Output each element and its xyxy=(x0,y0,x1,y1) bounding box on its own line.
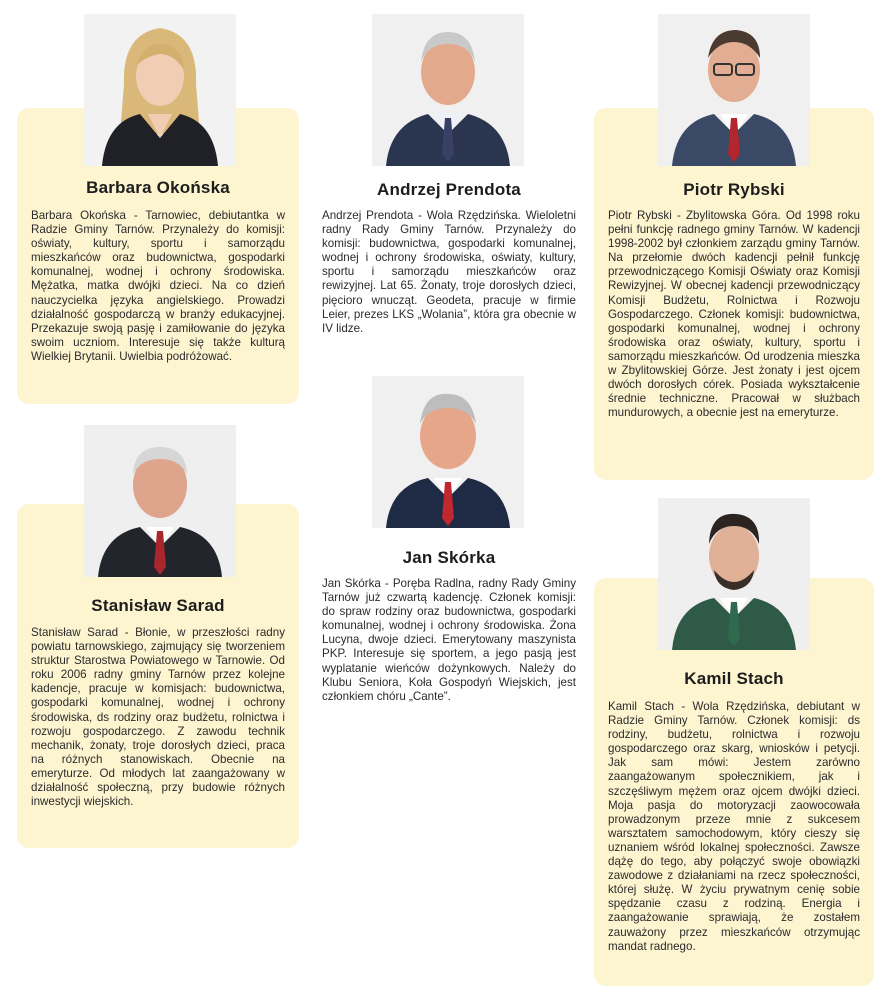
profile-bio: Barbara Okońska - Tarnowiec, debiutantka w Radzie Gminy Tarnów. Przynależy do komisji: oświaty, kultury, sportu i samorządu mieszkańców oraz budownictwa, gospodarki komunalnej, wodnej i ochrony środowiska. Mężatka, matka dwójki dzieci. Na co dzień nauczycielka języka angielskiego. Prowadzi działalność gospodarczą w branży edukacyjnej. Przekazuje swoją pasję i zamiłowanie do języka swoim uczniom. Interesuje się także kulturą Wielkiej Brytanii. Uwielbia podróżować. xyxy=(31,209,285,363)
profile-bio: Stanisław Sarad - Błonie, w przeszłości radny powiatu tarnowskiego, zajmujący się tworzeniem struktur Starostwa Powiatowego w Tarnowie. Od roku 2006 radny gminy Tarnów przez kolejne kadencje, pracuje w komisjach: budownictwa, gospodarki komunalnej, wodnej i ochrony środowiska, ds rodziny oraz budżetu, rolnictwa i rozwoju gospodarczego. Z zawodu technik mechanik, żonaty, troje dorosłych dzieci, praca na różnych stanowiskach. Obecnie na emeryturze. Od młodych lat zaangażowany w działalność społeczną, przy budowie różnych inwestycji wiejskich. xyxy=(31,626,285,809)
profile-bio: Jan Skórka - Poręba Radlna, radny Rady Gminy Tarnów już czwartą kadencję. Członek komisji: do spraw rodziny oraz budownictwa, gospodarki komunalnej, wodnej i ochrony środowiska. Żona Lucyna, dwoje dzieci. Emerytowany maszynista PKP. Interesuje się sportem, a jego pasją jest wyplatanie wieńców dożynkowych. Należy do Klubu Seniora, Koła Gospodyń Wiejskich, jest członkiem chóru „Cante”. xyxy=(322,577,576,703)
profile-name: Kamil Stach xyxy=(684,669,784,688)
profile-bio: Kamil Stach - Wola Rzędzińska, debiutant w Radzie Gminy Tarnów. Członek komisji: ds rodziny, budżetu, rolnictwa i rozwoju gospodarczego oraz skarg, wniosków i petycji. Jak sam mówi: Jestem zarówno zaangażowanym społecznikiem, jak i szczęśliwym mężem oraz ojcem dwójki dzieci. Moja pasja do motoryzacji zaowocowała prowadzonym przeze mnie z sukcesem warsztatem samochodowym, który cieszy się uznaniem wśród lokalnej społeczności. Zawsze dążę do tego, aby połączyć swoje obowiązki zawodowe z działaniami na rzecz społeczności, której służę. W życiu prywatnym cenię sobie spędzanie czasu z rodziną. Energia i zaangażowanie sprawiają, że zostałem zauważony przez mieszkańców otrzymując mandat radnego. xyxy=(608,700,860,953)
profile-name: Andrzej Prendota xyxy=(377,180,521,199)
man-portrait-icon xyxy=(372,376,524,528)
profile-name: Stanisław Sarad xyxy=(91,596,225,615)
profile-name: Piotr Rybski xyxy=(683,180,785,199)
profile-bio: Piotr Rybski - Zbylitowska Góra. Od 1998 roku pełni funkcję radnego gminy Tarnów. W kadencji 1998-2002 był członkiem zarządu gminy Tarnów. Na przełomie dwóch kadencji pełnił funkcję przewodniczącego Komisji Oświaty oraz Komisji Rewizyjnej. W obecnej kadencji przewodniczący Komisji Budżetu, Rolnictwa i Rozwoju Gospodarczego. Członek komisji: budownictwa, gospodarki komunalnej, wodnej i ochrony środowiska oraz oświaty, kultury, sportu i samorządu mieszkańców. Od urodzenia mieszka w Zbylitowskiej Górze. Jest żonaty i jest ojcem dwóch dorosłych córek. Posiada wykształcenie średnie techniczne. Pracował w służbach mundurowych, a obecnie jest na emeryturze. xyxy=(608,209,860,420)
man-portrait-icon xyxy=(658,498,810,650)
profile-name: Barbara Okońska xyxy=(86,178,230,197)
man-portrait-icon xyxy=(84,425,236,577)
profile-name: Jan Skórka xyxy=(402,548,496,567)
woman-portrait-icon xyxy=(84,14,236,166)
man-portrait-icon xyxy=(372,14,524,166)
profile-bio: Andrzej Prendota - Wola Rzędzińska. Wieloletni radny Rady Gminy Tarnów. Przynależy do komisji: budownictwa, gospodarki komunalnej, wodnej i ochrony środowiska, oświaty, kultury, sportu i samorządu mieszkańców oraz rewizyjnej. Lat 65. Żonaty, troje dorosłych dzieci, pięcioro wnucząt. Geodeta, pracuje w firmie Leier, prezes LKS „Wolania”, która gra obecnie w IV lidze. xyxy=(322,209,576,335)
profile-card-jan-skorka xyxy=(308,530,590,740)
man-portrait-icon xyxy=(658,14,810,166)
